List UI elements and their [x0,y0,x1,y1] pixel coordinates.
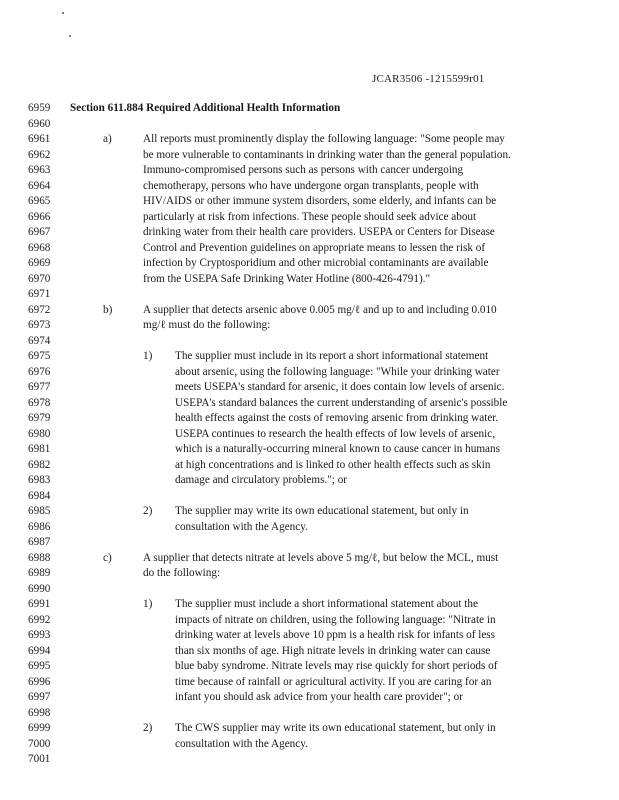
document-line [28,303,497,319]
document-line [28,613,496,629]
line-text: infant you should ask advice from your health care provider"; or [175,691,463,703]
item-label: a) [103,133,112,145]
document-line [28,690,463,706]
document-line [28,458,491,474]
line-number: 6969 [28,257,51,269]
line-text: Control and Prevention guidelines on appropriate means to lessen the risk of [143,241,486,254]
line-number: 6972 [28,303,51,316]
document-line [28,628,496,644]
document-line [28,210,477,226]
line-text: consultation with the Agency. [175,737,308,750]
line-number: 6975 [28,350,51,362]
line-text: Immuno-compromised persons such as persons with cancer undergoing [143,164,464,176]
document-line [28,225,495,241]
line-number: 6974 [28,334,51,347]
line-number: 6965 [28,195,51,207]
item-label: 1) [143,598,153,610]
line-text: from the USEPA Safe Drinking Water Hotline (800-426-4791)." [143,272,431,285]
line-text: be more vulnerable to contaminants in drinking water than the general population. [143,148,511,161]
line-number: 6994 [28,644,51,657]
document-line [28,411,499,427]
item-label: c) [103,551,112,564]
document-line [28,334,70,350]
line-text: particularly at risk from infections. These people should seek advice about [143,210,477,223]
document-line [28,256,489,272]
line-number: 6979 [28,412,51,424]
document-line [28,473,348,489]
line-number: 7001 [28,753,51,765]
line-text: consultation with the Agency. [175,520,308,533]
line-text: The supplier must include a short informational statement about the [175,598,478,610]
line-number: 6964 [28,179,51,192]
line-text: do the following: [143,567,221,579]
document-line [28,241,486,257]
document-line [28,272,431,288]
document-line [28,427,495,443]
document-body [28,101,511,768]
line-text: infection by Cryptosporidium and other microbial contaminants are available [143,257,489,269]
line-number: 6996 [28,675,51,688]
line-number: 6961 [28,133,51,145]
line-text: drinking water at levels above 10 ppm is a health risk for infants of less [175,629,496,641]
line-number: 6992 [28,613,51,626]
line-number: 6984 [28,489,51,502]
line-number: 6997 [28,691,51,703]
line-text: time because of rainfall or agricultural activity. If you are caring for an [175,675,492,688]
line-number: 6998 [28,706,51,719]
line-number: 6993 [28,629,51,641]
document-line [28,644,491,660]
document-line [28,318,271,334]
line-number: 6973 [28,319,51,331]
line-text: meets USEPA's standard for arsenic, it does contain low levels of arsenic. [175,381,505,393]
document-line [28,349,489,365]
line-number: 6962 [28,148,51,161]
line-number: 6977 [28,381,51,393]
line-number: 6959 [28,102,51,114]
document-line [28,287,70,303]
item-label: 1) [143,350,153,362]
line-text: damage and circulatory problems."; or [175,474,348,486]
line-number: 6989 [28,567,51,579]
line-text: chemotherapy, persons who have undergone organ transplants, people with [143,179,479,192]
line-number: 6980 [28,427,51,440]
document-line [28,737,308,753]
line-text: than six months of age. High nitrate levels in drinking water can cause [175,644,491,657]
item-label: 2) [143,722,153,734]
document-line [28,551,499,567]
document-line [28,194,497,210]
document-id-header: JCAR3506 -1215599r01 [372,73,485,85]
document-line [28,489,70,505]
line-text: The supplier may write its own educational statement, but only in [175,505,469,517]
line-text: health effects against the costs of removing arsenic from drinking water. [175,412,499,424]
line-number: 6986 [28,520,51,533]
scan-speck [69,35,71,37]
line-number: 6971 [28,288,51,300]
document-line [28,504,469,520]
document-line [28,163,464,179]
item-label: b) [103,303,113,316]
line-number: 6960 [28,117,51,130]
line-text: about arsenic, using the following language: "While your drinking water [175,365,500,378]
document-line [28,752,70,768]
line-number: 6968 [28,241,51,254]
section-title: Section 611.884 Required Additional Health Information [70,102,341,114]
line-number: 6978 [28,396,51,409]
line-number: 6963 [28,164,51,176]
line-number: 6985 [28,505,51,517]
document-line [28,117,70,133]
line-text: at high concentrations and is linked to other health effects such as skin [175,458,491,471]
line-number: 6995 [28,660,51,672]
document-line [28,535,70,551]
document-line [28,659,498,675]
document-line [28,566,221,582]
line-text: HIV/AIDS or other immune system disorders, some elderly, and infants can be [143,195,497,207]
document-line [28,520,308,536]
document-line [28,380,505,396]
item-label: 2) [143,505,153,517]
line-number: 6967 [28,226,51,238]
line-text: USEPA continues to research the health effects of low levels of arsenic, [175,427,495,440]
line-number: 6999 [28,722,51,734]
line-text: which is a naturally-occurring mineral known to cause cancer in humans [175,443,500,455]
document-line [28,675,492,691]
line-text: blue baby syndrome. Nitrate levels may rise quickly for short periods of [175,660,498,672]
line-text: A supplier that detects arsenic above 0.005 mg/ℓ and up to and including 0.010 [143,303,497,316]
line-number: 6976 [28,365,51,378]
section-title-line [28,101,341,117]
line-number: 6988 [28,551,51,564]
document-line [28,365,500,381]
line-number: 6987 [28,536,51,548]
line-number: 6982 [28,458,51,471]
line-number: 6991 [28,598,51,610]
document-line [28,721,496,737]
line-text: All reports must prominently display the following language: "Some people may [143,133,505,145]
line-text: USEPA's standard balances the current understanding of arsenic's possible [175,396,508,409]
line-number: 6990 [28,582,51,595]
document-line [28,396,508,412]
document-line [28,706,70,722]
document-line [28,132,505,148]
document-line [28,442,500,458]
line-number: 6966 [28,210,51,223]
line-number: 6981 [28,443,51,455]
line-number: 6983 [28,474,51,486]
document-line [28,597,478,613]
line-text: mg/ℓ must do the following: [143,319,271,331]
line-number: 6970 [28,272,51,285]
line-text: drinking water from their health care providers. USEPA or Centers for Disease [143,226,495,238]
line-text: The supplier must include in its report a short informational statement [175,350,489,362]
document-line [28,582,70,598]
document-line [28,179,479,195]
line-text: impacts of nitrate on children, using the following language: "Nitrate in [175,613,496,626]
document-line [28,148,511,164]
scan-speck [62,12,64,14]
line-text: The CWS supplier may write its own educational statement, but only in [175,722,496,734]
line-text: A supplier that detects nitrate at levels above 5 mg/ℓ, but below the MCL, must [143,551,499,564]
line-number: 7000 [28,737,51,750]
